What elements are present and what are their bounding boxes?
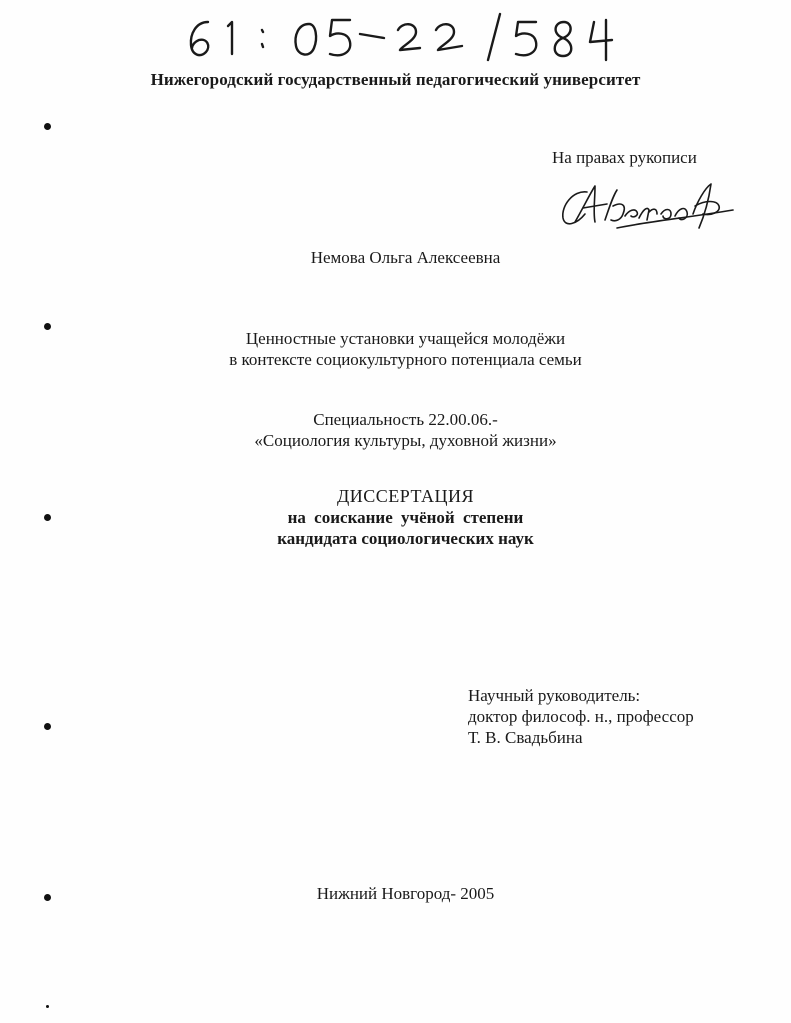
degree-description — [0, 507, 791, 549]
supervisor-label: Научный руководитель: — [468, 686, 641, 705]
author-signature — [555, 178, 745, 238]
margin-speck — [46, 1005, 49, 1008]
archive-number-handwriting — [0, 0, 791, 80]
thesis-title — [0, 328, 791, 370]
specialty-code: Специальность 22.00.06.- — [313, 410, 498, 429]
author-name: Немова Ольга Алексеевна — [310, 248, 501, 267]
university-name: Нижегородский государственный педагогический университет — [150, 70, 641, 89]
manuscript-rights-label: На правах рукописи — [552, 148, 697, 167]
archive-number — [0, 0, 791, 80]
degree-line: кандидата социологических наук — [277, 529, 534, 548]
thesis-title-line: Ценностные установки учащейся молодёжи — [245, 329, 566, 348]
dissertation-heading: ДИССЕРТАЦИЯ — [336, 486, 475, 506]
degree-line: на соискание учёной степени — [287, 508, 524, 527]
supervisor-degree: доктор философ. н., профессор — [468, 707, 694, 726]
supervisor-name: Т. В. Свадьбина — [468, 728, 583, 747]
specialty-name: «Социология культуры, духовной жизни» — [254, 431, 557, 450]
thesis-title-line: в контексте социокультурного потенциала семьи — [229, 350, 582, 369]
margin-hole-dot — [44, 123, 51, 130]
signature-scribble — [555, 178, 745, 238]
supervisor-block — [468, 685, 694, 748]
city-year: Нижний Новгород- 2005 — [316, 884, 495, 903]
specialty — [0, 409, 791, 451]
margin-hole-dot — [44, 723, 51, 730]
